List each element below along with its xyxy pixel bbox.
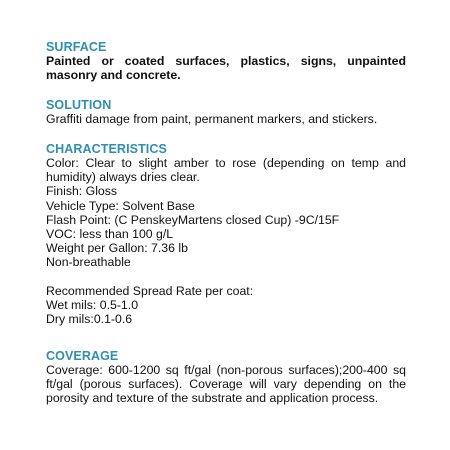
characteristics-voc: VOC: less than 100 g/L [46, 227, 174, 242]
characteristics-flash-point: Flash Point: (C PenskeyMartens closed Cup) -9C/15F [46, 212, 340, 227]
solution-text: Graffiti damage from paint, permanent markers, and stickers. [46, 112, 378, 126]
spread-rate-label: Recommended Spread Rate per coat: [46, 283, 254, 298]
solution-section [46, 98, 406, 126]
characteristics-color: Color: Clear to slight amber to rose (depending on temp and humidity) always dries clear. [46, 156, 406, 185]
characteristics-weight: Weight per Gallon: 7.36 lb [46, 241, 188, 256]
surface-section [46, 40, 406, 82]
coverage-section [46, 349, 406, 406]
surface-heading: SURFACE [46, 40, 107, 54]
characteristics-breathable: Non-breathable [46, 255, 131, 270]
characteristics-section [46, 142, 406, 326]
solution-heading: SOLUTION [46, 98, 112, 112]
surface-text: Painted or coated surfaces, plastics, signs, unpainted masonry and concrete. [46, 54, 406, 83]
characteristics-finish: Finish: Gloss [46, 184, 118, 199]
blank-spacer [46, 270, 406, 284]
characteristics-vehicle-type: Vehicle Type: Solvent Base [46, 198, 195, 213]
coverage-heading: COVERAGE [46, 349, 119, 363]
wet-mils: Wet mils: 0.5-1.0 [46, 298, 139, 313]
characteristics-heading: CHARACTERISTICS [46, 142, 167, 156]
dry-mils: Dry mils:0.1-0.6 [46, 312, 133, 327]
coverage-text: Coverage: 600-1200 sq ft/gal (non-porous surfaces);200-400 sq ft/gal (porous surfaces). Coverage will vary depending on the porosity and texture of the substrate and application process. [46, 363, 406, 406]
